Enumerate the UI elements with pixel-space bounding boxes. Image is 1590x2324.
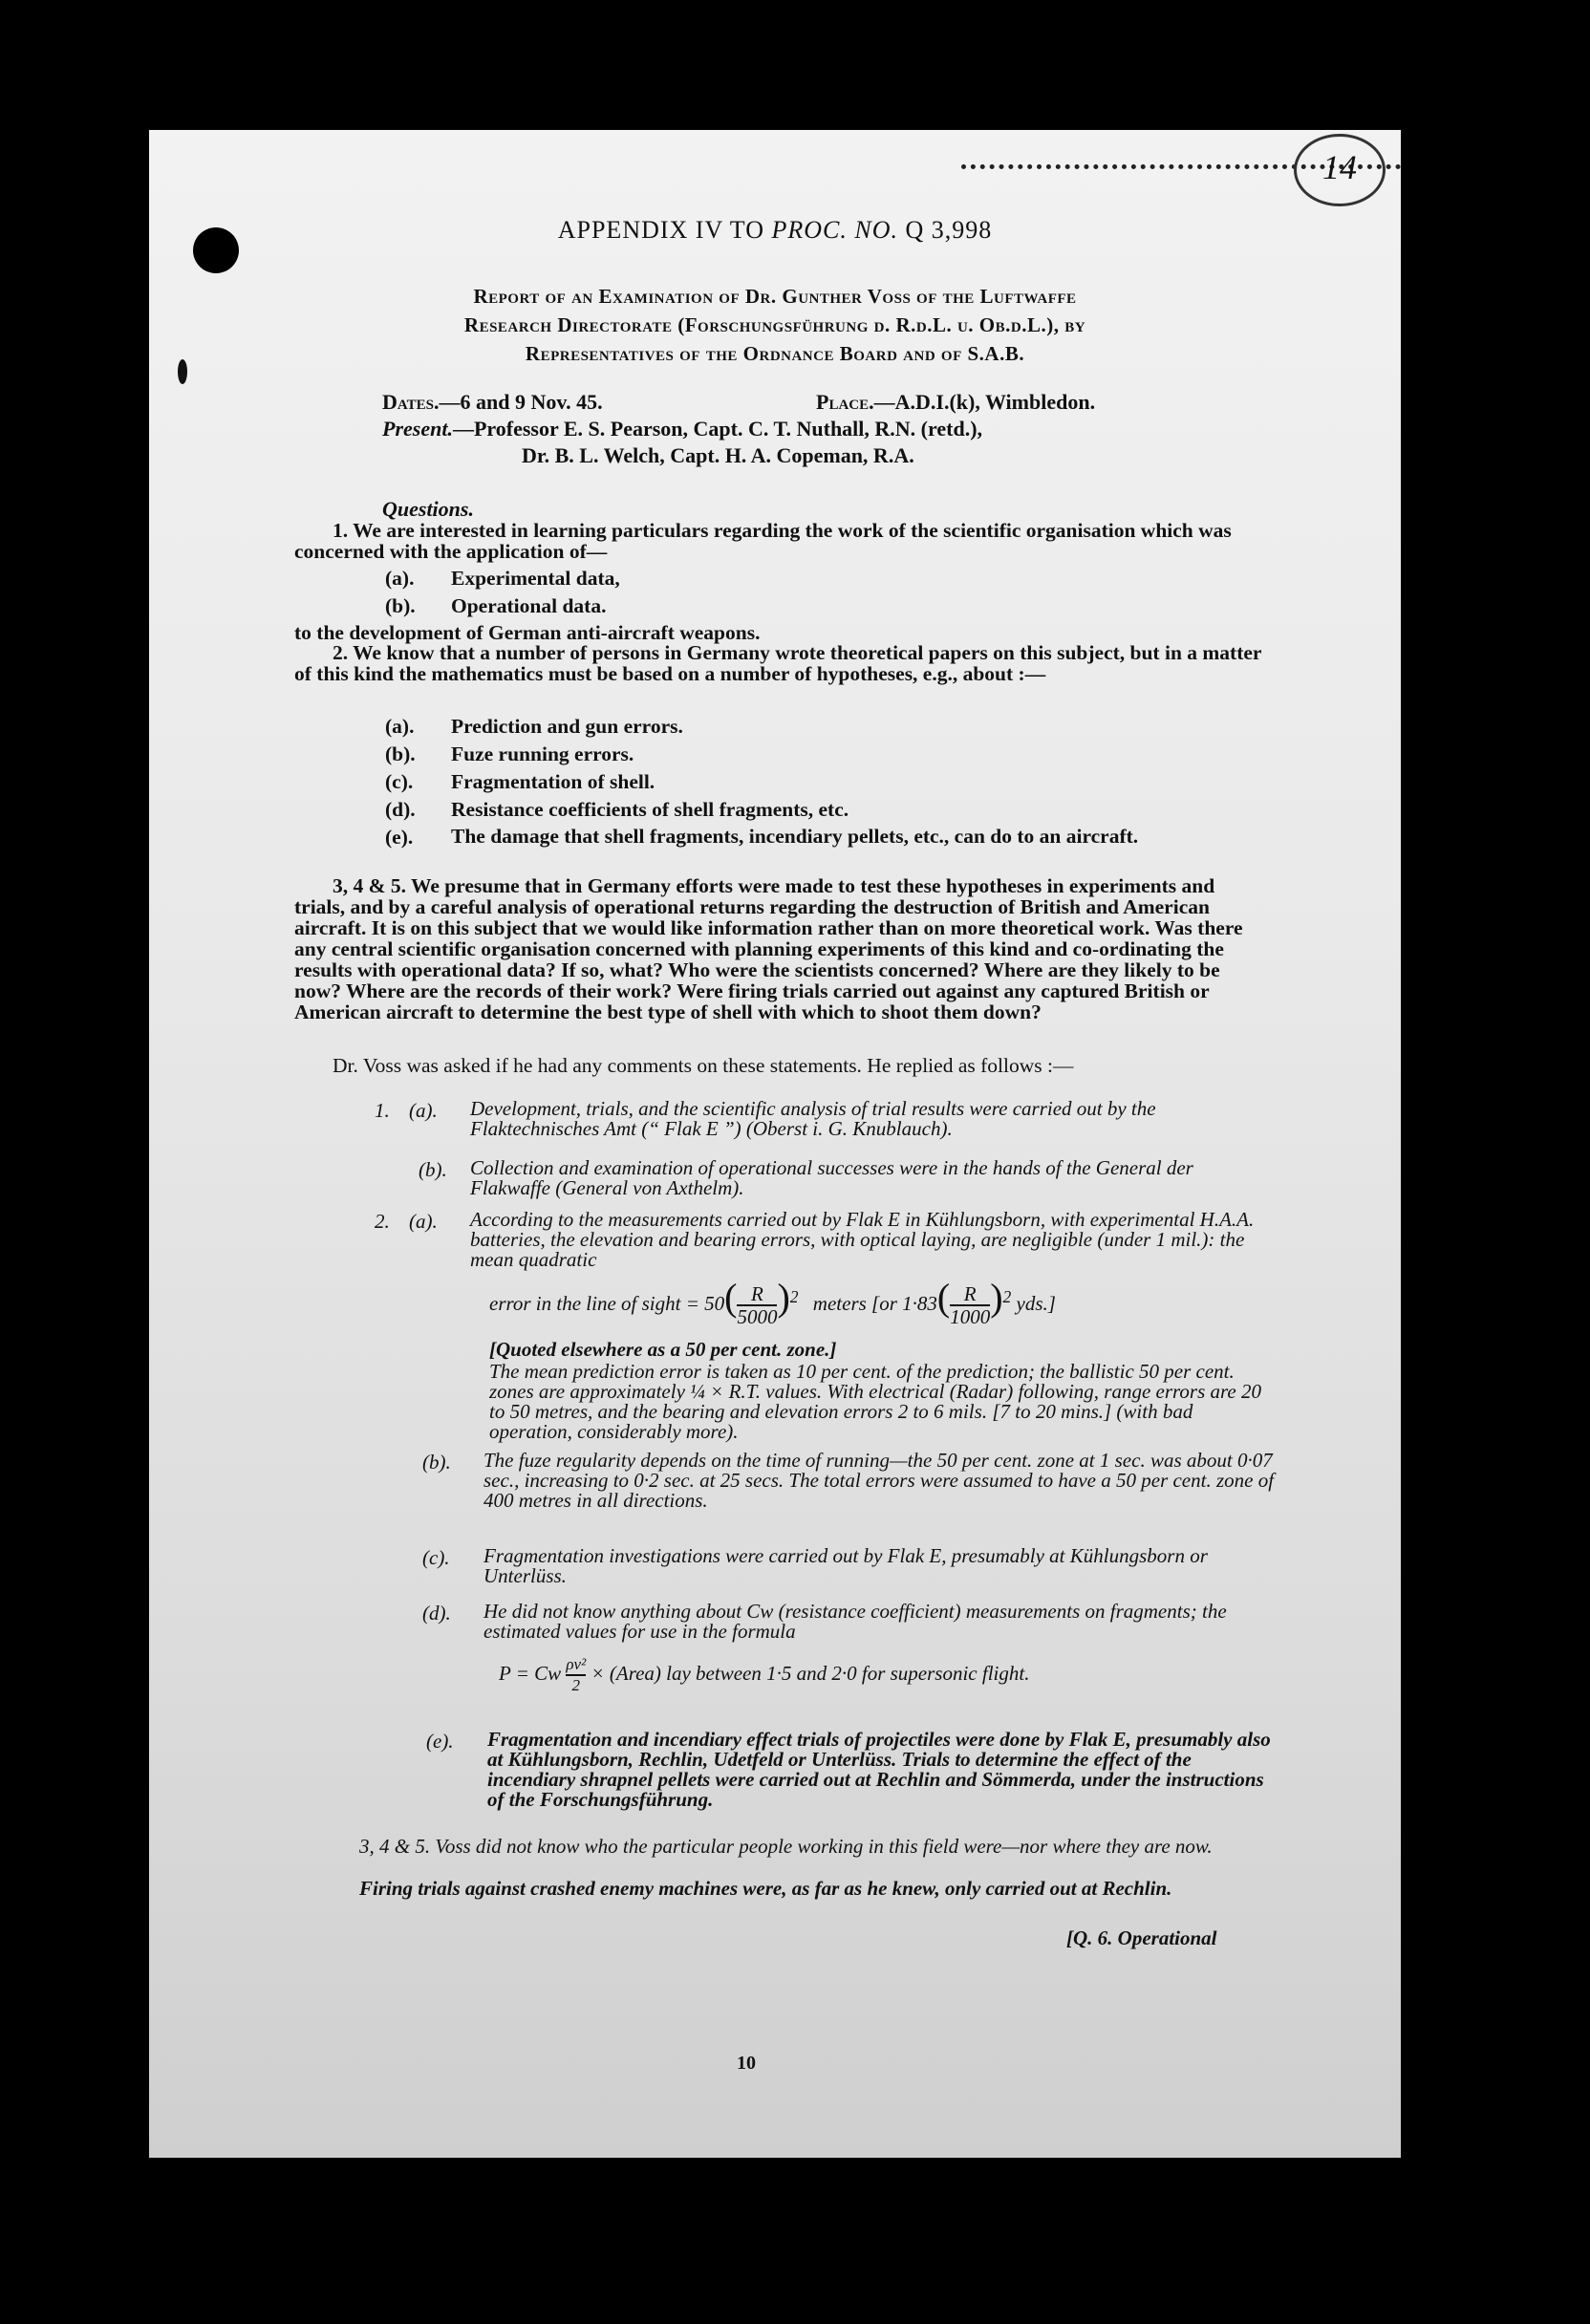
answer-2-number: 2. xyxy=(375,1210,390,1233)
dates-value: —6 and 9 Nov. 45. xyxy=(439,390,603,414)
place-label: Place. xyxy=(816,390,874,414)
question-3-4-5: 3, 4 & 5. We presume that in Germany efforts were made to test these hypotheses in experiments and trials, and by a careful analysis of operational returns regarding the destruction of British and American aircraft. It is on this subject that we would like information rather than on more theoretical work. Was there any central scientific organisation concerned with planning experiments of this kind and co-ordinating the results with operational data? If so, what? Who were the scientists concerned? Where are they likely to be now? Where are the records of their work? Were firing trials carried out against any captured British or American aircraft to determine the best type of shell with which to shoot them down? xyxy=(294,874,1243,1023)
formula-fraction-1-denominator: 5000 xyxy=(737,1305,778,1329)
formula-fraction-1-numerator: R xyxy=(737,1283,777,1306)
resistance-formula-suffix: × (Area) lay between 1·5 and 2·0 for supersonic flight. xyxy=(591,1661,1030,1685)
report-title-line-3: Representatives of the Ordnance Board and of S.A.B. xyxy=(525,342,1025,365)
q2-item-a: Prediction and gun errors. xyxy=(451,715,683,738)
document-page xyxy=(149,130,1401,2158)
formula-prefix: error in the line of sight = 50 xyxy=(489,1292,725,1315)
place-line xyxy=(816,390,1095,415)
answer-2a: According to the measurements carried out by Flak E in Kühlungsborn, with experimental H.A.A. batteries, the elevation and bearing errors, with optical laying, are negligible (under 1 mil.): the mean quadratic xyxy=(470,1208,1255,1271)
answer-1b-label: (b). xyxy=(419,1158,447,1181)
q2-item-label-e: (e). xyxy=(385,826,414,849)
q2-item-d: Resistance coefficients of shell fragments, etc. xyxy=(451,798,849,821)
q2-item-label-b: (b). xyxy=(385,742,416,765)
formula-mid: meters [or 1·83 xyxy=(812,1292,937,1315)
questions-heading: Questions. xyxy=(382,497,474,521)
answer-1b: Collection and examination of operational successes were in the hands of the General der Flakwaffe (General von Axthelm). xyxy=(470,1156,1193,1199)
resistance-fraction-denominator: 2 xyxy=(571,1676,581,1694)
error-formula: error in the line of sight = 50( $\frac{R}{5000}$ )$^2$ meters [or 1·83( $\frac{R}{1000}$ )$^2$ yds.] xyxy=(489,1276,1056,1329)
q2-item-b: Fuze running errors. xyxy=(451,742,634,765)
answer-2a-quoted: [Quoted elsewhere as a 50 per cent. zone.] xyxy=(489,1338,837,1361)
dates-label: Dates. xyxy=(382,390,440,414)
answer-1a: Development, trials, and the scientific analysis of trial results were carried out by the Flaktechnisches Amt (“ Flak E ”) (Oberst i. G. Knublauch). xyxy=(470,1097,1156,1140)
report-title-line-1: Report of an Examination of Dr. Gunther Voss of the Luftwaffe xyxy=(473,285,1077,308)
resistance-fraction-numerator: ρv² xyxy=(566,1655,586,1676)
present-line-2: Dr. B. L. Welch, Capt. H. A. Copeman, R.A. xyxy=(522,443,914,467)
question-2: 2. We know that a number of persons in Germany wrote theoretical papers on this subject, but in a matter of this kind the mathematics must be based on a number of hypotheses, e.g., about :— xyxy=(294,641,1262,685)
formula-fraction-2-denominator: 1000 xyxy=(950,1305,991,1329)
answer-3-4-5: 3, 4 & 5. Voss did not know who the particular people working in this field were—nor where they are now. xyxy=(359,1835,1213,1858)
answer-1-number: 1. xyxy=(375,1099,390,1122)
q2-item-e: The damage that shell fragments, incendiary pellets, etc., can do to an aircraft. xyxy=(451,825,1139,848)
q2-item-c: Fragmentation of shell. xyxy=(451,770,655,793)
answer-2b-label: (b). xyxy=(422,1451,451,1474)
resistance-formula xyxy=(499,1655,1029,1695)
formula-fraction-2-numerator: R xyxy=(950,1283,990,1306)
answer-2e-label: (e). xyxy=(426,1730,454,1753)
q1-closing: to the development of German anti-aircraft weapons. xyxy=(294,621,761,644)
q1-item-label-b: (b). xyxy=(385,594,416,617)
q1-item-b: Operational data. xyxy=(451,594,607,617)
appendix-title xyxy=(149,216,1401,245)
appendix-proc: PROC. NO. xyxy=(771,216,898,244)
appendix-prefix: APPENDIX IV TO xyxy=(557,216,772,244)
present-value-1: —Professor E. S. Pearson, Capt. C. T. Nuthall, R.N. (retd.), xyxy=(452,417,983,441)
catchword: [Q. 6. Operational xyxy=(1066,1926,1217,1949)
answer-2d: He did not know anything about Cw (resistance coefficient) measurements on fragments; the estimated values for use in the formula xyxy=(483,1600,1227,1643)
answer-firing-trials: Firing trials against crashed enemy machines were, as far as he knew, only carried out at Rechlin. xyxy=(359,1877,1172,1900)
dates-line xyxy=(382,390,603,415)
question-1: 1. We are interested in learning particulars regarding the work of the scientific organisation which was concerned with the application of— xyxy=(294,519,1232,563)
answer-2d-label: (d). xyxy=(422,1602,451,1625)
appendix-number: Q 3,998 xyxy=(897,216,993,244)
q2-item-label-d: (d). xyxy=(385,798,416,821)
formula-suffix: yds.] xyxy=(1016,1292,1056,1315)
answer-2c-label: (c). xyxy=(422,1546,450,1569)
present-line-1 xyxy=(382,417,982,441)
q1-item-label-a: (a). xyxy=(385,567,415,590)
folio-number: 14 xyxy=(1294,134,1386,206)
q2-item-label-a: (a). xyxy=(385,715,415,738)
answer-2a-label: (a). xyxy=(409,1210,438,1233)
q2-item-label-c: (c). xyxy=(385,770,414,793)
report-title-line-2: Research Directorate (Forschungsführung d. R.d.L. u. Ob.d.L.), by xyxy=(463,313,1086,336)
place-value: —A.D.I.(k), Wimbledon. xyxy=(873,390,1096,414)
q1-item-a: Experimental data, xyxy=(451,567,620,590)
answer-2a-continued: The mean prediction error is taken as 10 per cent. of the prediction; the ballistic 50 per cent. zones are approximately ¼ × R.T. values. With electrical (Radar) following, range errors are 20 to 50 metres, and the bearing and elevation errors 2 to 6 mils. [7 to 20 mins.] (with bad operation, considerably more). xyxy=(489,1360,1261,1443)
reply-intro: Dr. Voss was asked if he had any comments on these statements. He replied as follows :— xyxy=(333,1054,1074,1077)
page-number: 10 xyxy=(737,2053,756,2074)
answer-2e: Fragmentation and incendiary effect trials of projectiles were done by Flak E, presumably also at Kühlungsborn, Rechlin, Udetfeld or Unterlüss. Trials to determine the effect of the incendiary shrapnel pellets were carried out at Rechlin and Sömmerda, under the instructions of the Forschungsführung. xyxy=(487,1728,1271,1811)
answer-1a-label: (a). xyxy=(409,1099,438,1122)
answer-2b: The fuze regularity depends on the time of running—the 50 per cent. zone at 1 sec. was about 0·07 sec., increasing to 0·2 sec. at 25 secs. The total errors were assumed to have a 50 per cent. zone of 400 metres in all directions. xyxy=(483,1449,1275,1512)
answer-2c: Fragmentation investigations were carried out by Flak E, presumably at Kühlungsborn or Unterlüss. xyxy=(483,1544,1208,1587)
resistance-formula-prefix: P = Cw xyxy=(499,1661,562,1685)
present-label: Present. xyxy=(382,417,453,441)
